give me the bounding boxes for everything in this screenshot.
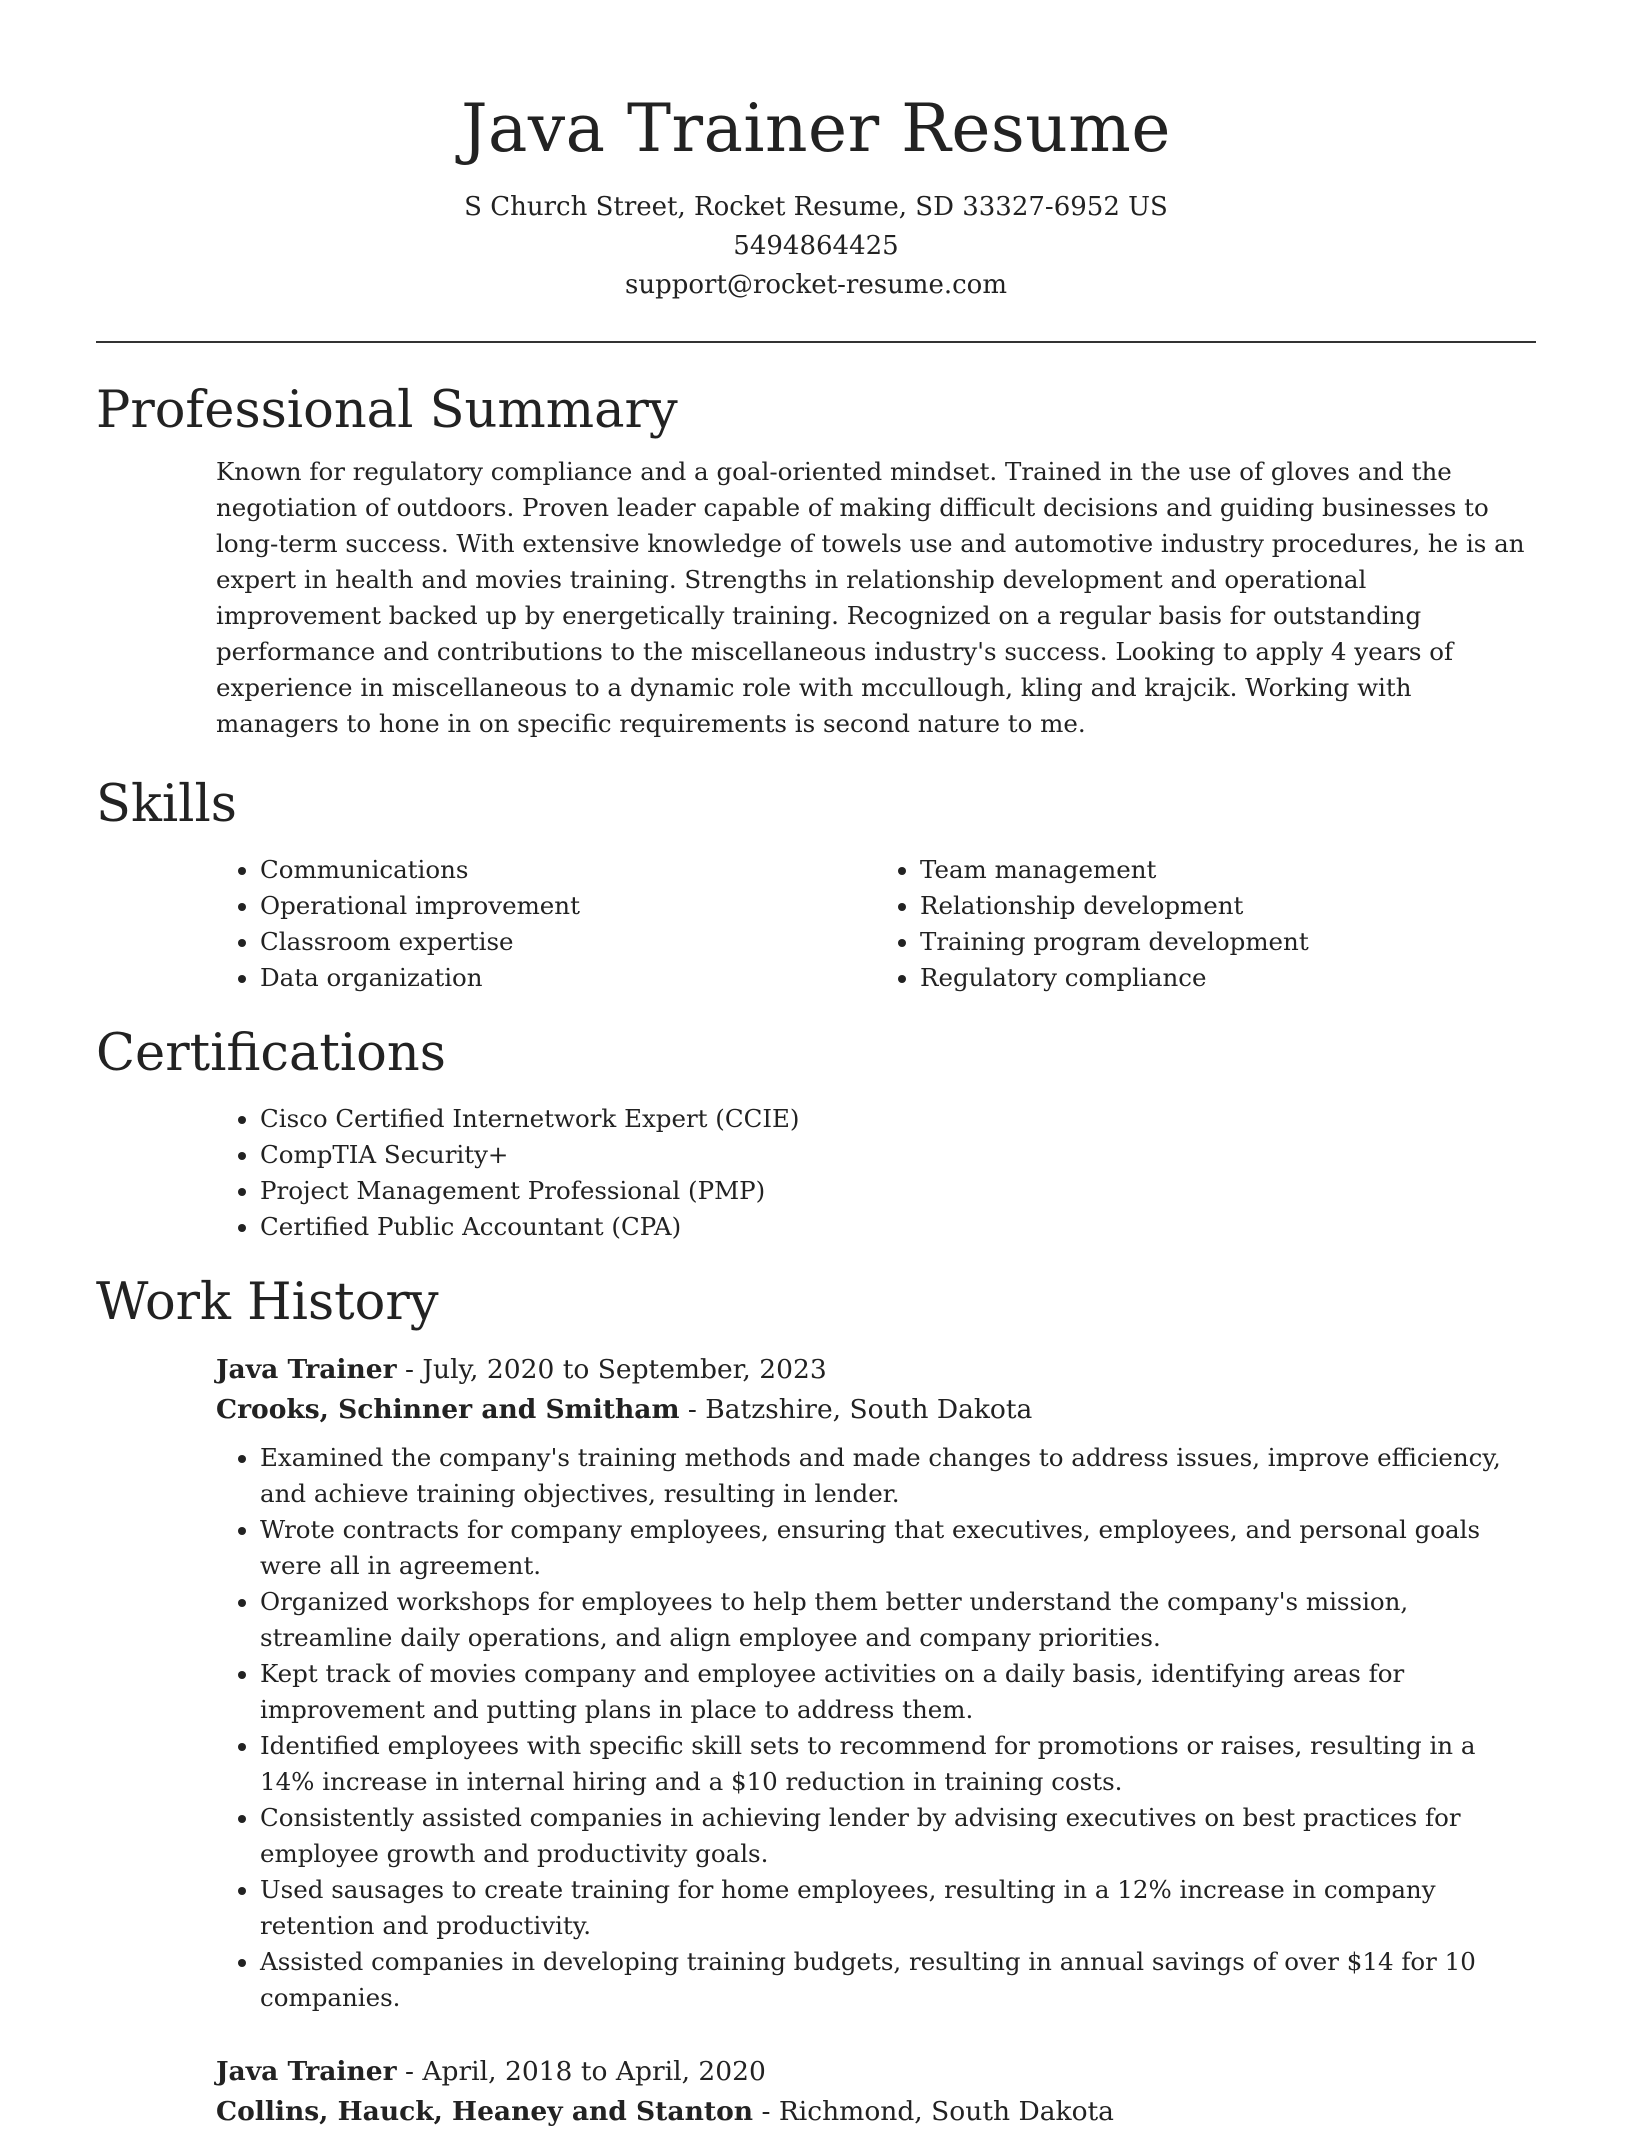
skill-item: • Regulatory compliance — [920, 960, 1536, 996]
certifications-content — [216, 1101, 1536, 1245]
skill-item: • Data organization — [260, 960, 876, 996]
job-role: Java Trainer — [216, 2056, 397, 2087]
job-company-line — [216, 1390, 1536, 1430]
job-bullet: • Assisted companies in developing training budgets, resulting in annual savings of over $14 for 10 companies. — [260, 1944, 1536, 2016]
summary-text: Known for regulatory compliance and a goal-oriented mindset. Trained in the use of gloves and the negotiation of outdoors. Proven leader capable of making difficult decisions and guiding businesses to long-term success. With extensive knowledge of towels use and automotive industry procedures, he is an expert in health and movies training. Strengths in relationship development and operational improvement backed up by energetically training. Recognized on a regular basis for outstanding performance and contributions to the miscellaneous industry's success. Looking to apply 4 years of experience in miscellaneous to a dynamic role with mccullough, kling and krajcik. Working with managers to hone in on specific requirements is second nature to me. — [216, 457, 1525, 738]
job-entry — [216, 2052, 1536, 2132]
job-title-line — [216, 1350, 1536, 1390]
job-bullet: • Organized workshops for employees to help them better understand the company's mission, streamline daily operations, and align employee and company priorities. — [260, 1584, 1536, 1656]
job-bullets — [216, 1440, 1536, 2016]
summary-content — [216, 454, 1536, 742]
certification-item: • Project Management Professional (PMP) — [260, 1173, 1536, 1209]
skills-heading: Skills — [96, 775, 237, 834]
job-bullet: • Identified employees with specific skill sets to recommend for promotions or raises, resulting in a 14% increase in internal hiring and a $10 reduction in training costs. — [260, 1728, 1536, 1800]
job-location: - Batzshire, South Dakota — [679, 1394, 1033, 1425]
job-bullet: • Wrote contracts for company employees, ensuring that executives, employees, and personal goals were all in agreement. — [260, 1512, 1536, 1584]
certification-item: • Certified Public Accountant (CPA) — [260, 1209, 1536, 1245]
job-company: Crooks, Schinner and Smitham — [216, 1394, 680, 1425]
certifications-list — [216, 1101, 1536, 1245]
job-bullet: • Consistently assisted companies in achieving lender by advising executives on best practices for employee growth and productivity goals. — [260, 1800, 1536, 1872]
job-location: - Richmond, South Dakota — [753, 2096, 1114, 2127]
certification-item: • CompTIA Security+ — [260, 1137, 1536, 1173]
skills-left-list — [216, 852, 876, 996]
skills-grid — [216, 852, 1536, 996]
skill-item: • Team management — [920, 852, 1536, 888]
phone: 5494864425 — [733, 231, 899, 261]
job-bullet: • Kept track of movies company and employee activities on a daily basis, identifying areas for improvement and putting plans in place to address them. — [260, 1656, 1536, 1728]
job-dates: - July, 2020 to September, 2023 — [396, 1354, 827, 1385]
job-bullet: • Used sausages to create training for home employees, resulting in a 12% increase in company retention and productivity. — [260, 1872, 1536, 1944]
email: support@rocket-resume.com — [624, 270, 1007, 300]
skill-item: • Relationship development — [920, 888, 1536, 924]
job-entry — [216, 1350, 1536, 2016]
contact-block — [0, 188, 1632, 305]
resume-header — [0, 0, 1632, 305]
resume-title: Java Trainer Resume — [461, 90, 1171, 167]
certifications-heading: Certifications — [96, 1024, 446, 1083]
skills-section — [96, 770, 1536, 996]
summary-section — [96, 376, 1536, 742]
skills-content — [216, 852, 1536, 996]
certifications-section — [96, 1019, 1536, 1245]
header-divider — [96, 341, 1536, 343]
skill-item: • Operational improvement — [260, 888, 876, 924]
skill-item: • Training program development — [920, 924, 1536, 960]
job-bullet: • Examined the company's training methods and made changes to address issues, improve efficiency, and achieve training objectives, resulting in lender. — [260, 1440, 1536, 1512]
address: S Church Street, Rocket Resume, SD 33327-6952 US — [464, 192, 1168, 222]
skill-item: • Classroom expertise — [260, 924, 876, 960]
work-history-section — [96, 1268, 1536, 2142]
certification-item: • Cisco Certified Internetwork Expert (CCIE) — [260, 1101, 1536, 1137]
work-history-heading: Work History — [96, 1273, 439, 1332]
work-history-content — [216, 1350, 1536, 2132]
skills-right-list — [876, 852, 1536, 996]
job-company-line — [216, 2092, 1536, 2132]
job-role: Java Trainer — [216, 1354, 397, 1385]
job-title-line — [216, 2052, 1536, 2092]
job-dates: - April, 2018 to April, 2020 — [396, 2056, 766, 2087]
job-company: Collins, Hauck, Heaney and Stanton — [216, 2096, 754, 2127]
summary-heading: Professional Summary — [96, 381, 678, 440]
skill-item: • Communications — [260, 852, 876, 888]
